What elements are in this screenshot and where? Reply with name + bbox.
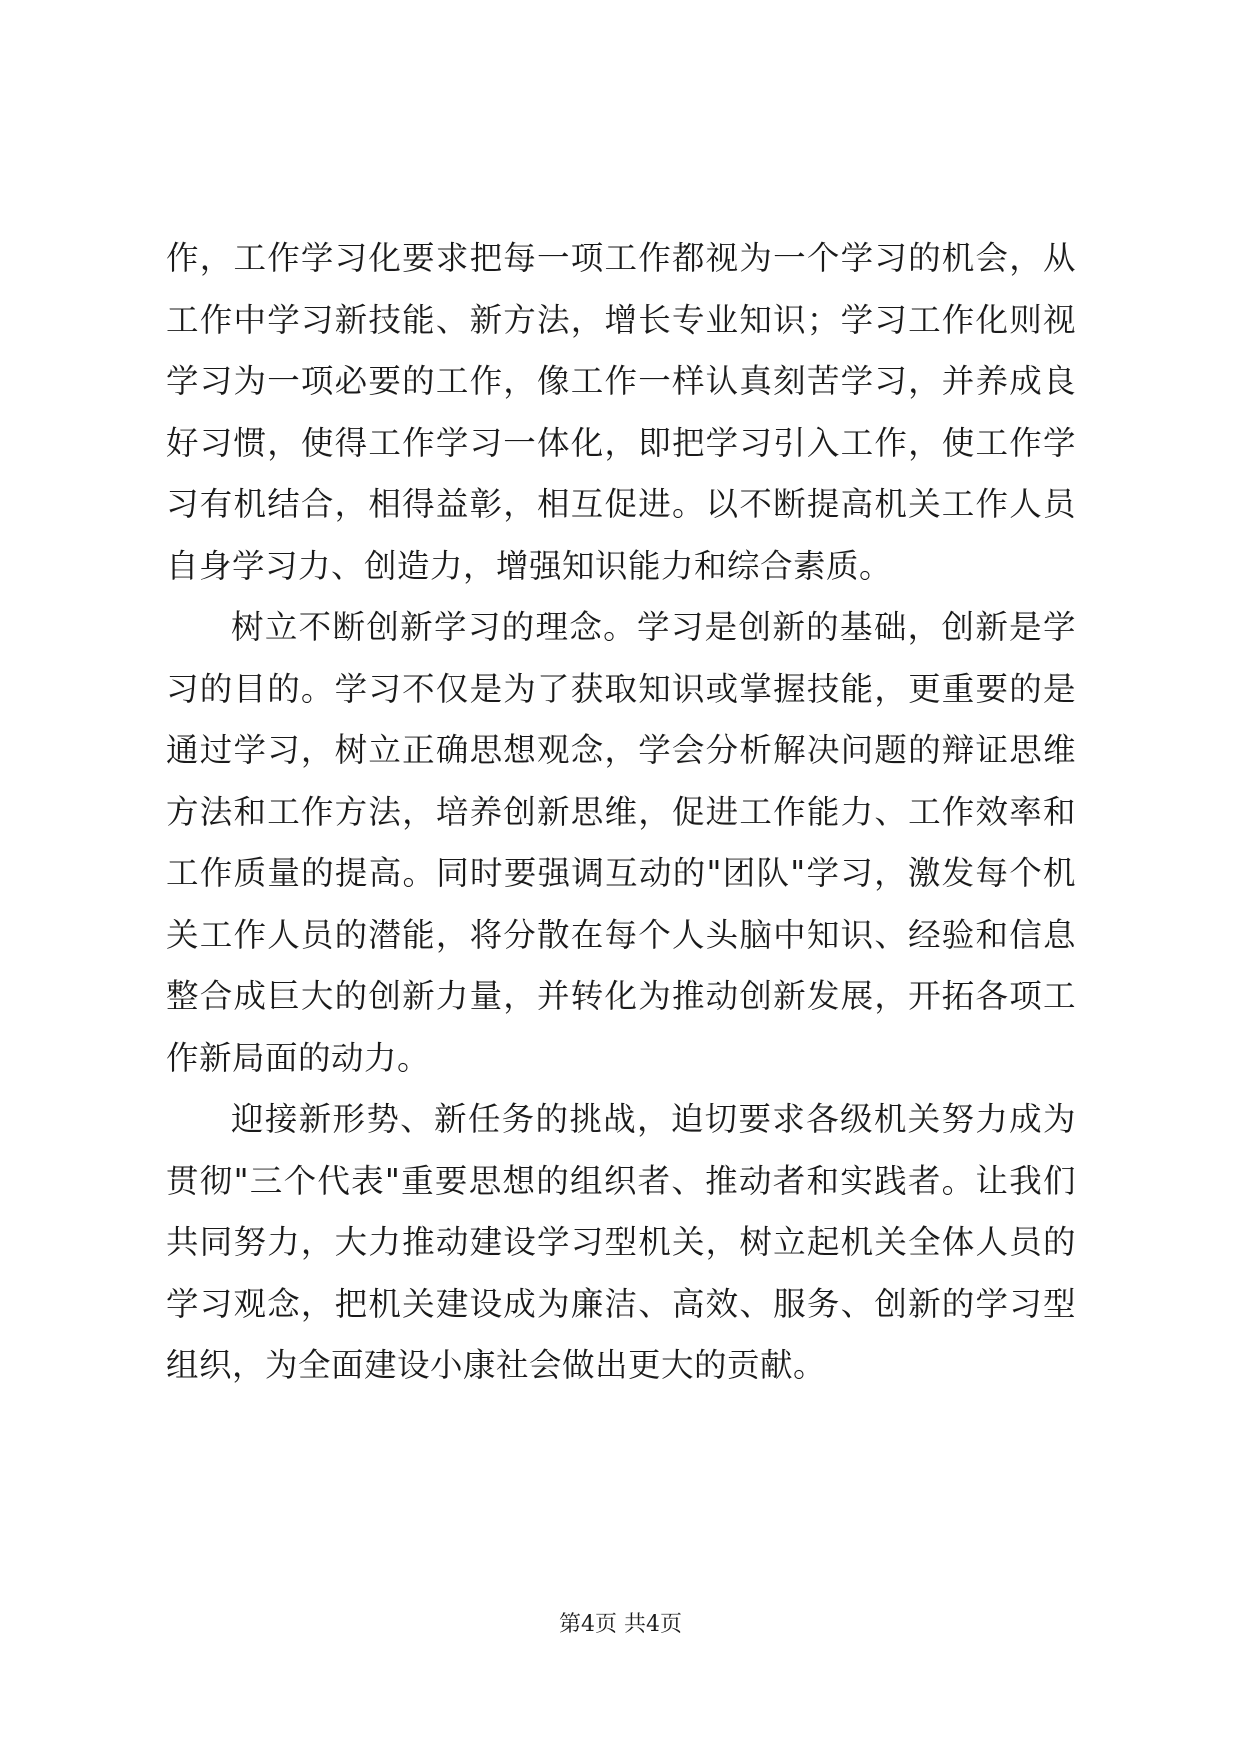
paragraph-innovation-learning: 树立不断创新学习的理念。学习是创新的基础，创新是学习的目的。学习不仅是为了获取知识或掌握技能，更重要的是通过学习，树立正确思想观念，学会分析解决问题的辩证思维方法和工作方法，培养创新思维，促进工作能力、工作效率和工作质量的提高。同时要强调互动的"团队"学习，激发每个机关工作人员的潜能，将分散在每个人头脑中知识、经验和信息整合成巨大的创新力量，并转化为推动创新发展，开拓各项工作新局面的动力。 bbox=[166, 608, 1076, 1077]
paragraph-continuation: 作，工作学习化要求把每一项工作都视为一个学习的机会，从工作中学习新技能、新方法，增长专业知识；学习工作化则视学习为一项必要的工作，像工作一样认真刻苦学习，并养成良好习惯，使得工作学习一体化，即把学习引入工作，使工作学习有机结合，相得益彰，相互促进。以不断提高机关工作人员自身学习力、创造力，增强知识能力和综合素质。 bbox=[166, 239, 1076, 585]
page-number-footer: 第4页 共4页 bbox=[559, 1612, 682, 1637]
document-body bbox=[166, 228, 1076, 1397]
paragraph-conclusion: 迎接新形势、新任务的挑战，迫切要求各级机关努力成为贯彻"三个代表"重要思想的组织者、推动者和实践者。让我们共同努力，大力推动建设学习型机关，树立起机关全体人员的学习观念，把机关建设成为廉洁、高效、服务、创新的学习型组织，为全面建设小康社会做出更大的贡献。 bbox=[166, 1100, 1076, 1384]
